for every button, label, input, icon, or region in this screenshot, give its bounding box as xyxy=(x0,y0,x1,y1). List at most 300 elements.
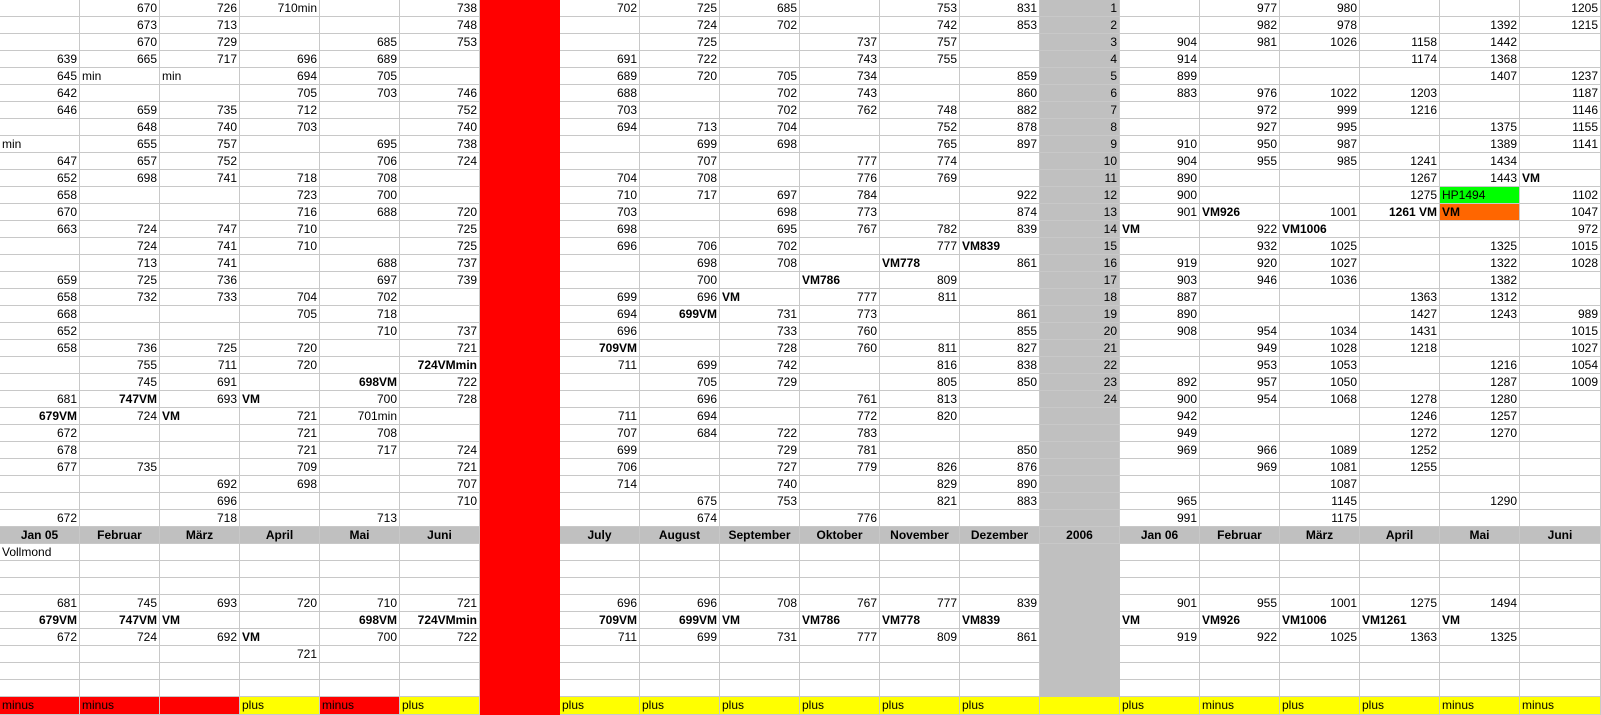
summary-cell[interactable] xyxy=(1520,544,1601,561)
cell[interactable]: 919 xyxy=(1120,255,1200,272)
day-number[interactable]: 6 xyxy=(1040,85,1120,102)
cell[interactable]: 1015 xyxy=(1520,238,1601,255)
cell[interactable]: 1054 xyxy=(1520,357,1601,374)
cell[interactable]: 821 xyxy=(880,493,960,510)
cell[interactable]: 708 xyxy=(320,170,400,187)
cell[interactable]: 910 xyxy=(1120,136,1200,153)
cell[interactable] xyxy=(1360,493,1440,510)
cell[interactable]: VM xyxy=(1440,204,1520,221)
footer-cell[interactable]: plus xyxy=(720,697,800,715)
cell[interactable]: 890 xyxy=(1120,170,1200,187)
cell[interactable]: 901 xyxy=(1120,204,1200,221)
cell[interactable]: 739 xyxy=(400,272,480,289)
month-header[interactable]: August xyxy=(640,527,720,544)
summary-cell[interactable] xyxy=(80,544,160,561)
cell[interactable]: 702 xyxy=(720,238,800,255)
summary-cell[interactable] xyxy=(400,646,480,663)
summary-cell[interactable] xyxy=(800,544,880,561)
cell[interactable]: 718 xyxy=(240,170,320,187)
day-number[interactable]: 19 xyxy=(1040,306,1120,323)
summary-cell[interactable] xyxy=(960,578,1040,595)
cell[interactable] xyxy=(400,408,480,425)
cell[interactable]: 658 xyxy=(0,289,80,306)
month-header[interactable]: Mai xyxy=(320,527,400,544)
summary-cell[interactable] xyxy=(0,578,80,595)
cell[interactable]: 882 xyxy=(960,102,1040,119)
summary-cell[interactable]: 724VMmin xyxy=(400,612,480,629)
summary-cell[interactable] xyxy=(640,646,720,663)
cell[interactable] xyxy=(160,425,240,442)
summary-cell[interactable] xyxy=(960,544,1040,561)
summary-cell[interactable] xyxy=(1520,612,1601,629)
cell[interactable]: 677 xyxy=(0,459,80,476)
cell[interactable]: 733 xyxy=(160,289,240,306)
cell[interactable]: 1009 xyxy=(1520,374,1601,391)
cell[interactable]: 755 xyxy=(880,51,960,68)
cell[interactable]: VM778 xyxy=(880,255,960,272)
summary-cell[interactable] xyxy=(1280,680,1360,697)
cell[interactable] xyxy=(1120,17,1200,34)
cell[interactable] xyxy=(1360,272,1440,289)
cell[interactable] xyxy=(400,51,480,68)
cell[interactable] xyxy=(1440,442,1520,459)
cell[interactable]: 693 xyxy=(160,391,240,408)
cell[interactable] xyxy=(1520,34,1601,51)
day-number[interactable]: 14 xyxy=(1040,221,1120,238)
month-header[interactable]: April xyxy=(1360,527,1440,544)
cell[interactable]: 745 xyxy=(80,374,160,391)
cell[interactable]: 876 xyxy=(960,459,1040,476)
cell[interactable] xyxy=(880,204,960,221)
cell[interactable]: 721 xyxy=(400,459,480,476)
cell[interactable]: VM786 xyxy=(800,272,880,289)
cell[interactable] xyxy=(1520,425,1601,442)
summary-cell[interactable]: VM xyxy=(1440,612,1520,629)
cell[interactable]: 982 xyxy=(1200,17,1280,34)
summary-cell[interactable]: 698VM xyxy=(320,612,400,629)
cell[interactable]: 1261 VM xyxy=(1360,204,1440,221)
summary-cell[interactable] xyxy=(1280,578,1360,595)
cell[interactable]: 710 xyxy=(320,323,400,340)
cell[interactable] xyxy=(1520,493,1601,510)
summary-cell[interactable] xyxy=(320,680,400,697)
footer-cell[interactable] xyxy=(1040,697,1120,715)
cell[interactable]: 920 xyxy=(1200,255,1280,272)
cell[interactable]: 729 xyxy=(720,374,800,391)
cell[interactable]: 738 xyxy=(400,0,480,17)
cell[interactable]: 704 xyxy=(560,170,640,187)
cell[interactable] xyxy=(560,510,640,527)
cell[interactable]: 1255 xyxy=(1360,459,1440,476)
cell[interactable]: 878 xyxy=(960,119,1040,136)
summary-cell[interactable]: 901 xyxy=(1120,595,1200,612)
cell[interactable]: 1443 xyxy=(1440,170,1520,187)
cell[interactable]: 725 xyxy=(640,34,720,51)
summary-cell[interactable]: VM926 xyxy=(1200,612,1280,629)
cell[interactable] xyxy=(560,136,640,153)
cell[interactable]: 708 xyxy=(640,170,720,187)
footer-cell[interactable]: plus xyxy=(800,697,880,715)
cell[interactable]: 1427 xyxy=(1360,306,1440,323)
cell[interactable]: 1270 xyxy=(1440,425,1520,442)
cell[interactable]: 1215 xyxy=(1520,17,1601,34)
cell[interactable] xyxy=(1440,323,1520,340)
cell[interactable]: 1375 xyxy=(1440,119,1520,136)
cell[interactable]: 1368 xyxy=(1440,51,1520,68)
cell[interactable] xyxy=(240,272,320,289)
cell[interactable]: 1243 xyxy=(1440,306,1520,323)
cell[interactable]: 702 xyxy=(720,85,800,102)
cell[interactable]: 816 xyxy=(880,357,960,374)
day-number[interactable]: 3 xyxy=(1040,34,1120,51)
cell[interactable] xyxy=(160,459,240,476)
cell[interactable] xyxy=(960,510,1040,527)
cell[interactable] xyxy=(1280,306,1360,323)
cell[interactable]: 689 xyxy=(320,51,400,68)
summary-cell[interactable]: 731 xyxy=(720,629,800,646)
cell[interactable]: 1102 xyxy=(1520,187,1601,204)
cell[interactable] xyxy=(240,493,320,510)
cell[interactable] xyxy=(320,17,400,34)
cell[interactable] xyxy=(560,153,640,170)
cell[interactable] xyxy=(80,493,160,510)
cell[interactable]: 674 xyxy=(640,510,720,527)
cell[interactable] xyxy=(720,153,800,170)
summary-cell[interactable]: VM1006 xyxy=(1280,612,1360,629)
summary-cell[interactable] xyxy=(400,544,480,561)
cell[interactable]: 708 xyxy=(720,255,800,272)
day-number[interactable]: 10 xyxy=(1040,153,1120,170)
summary-cell[interactable]: 745 xyxy=(80,595,160,612)
summary-cell[interactable]: 1275 xyxy=(1360,595,1440,612)
cell[interactable] xyxy=(1440,459,1520,476)
cell[interactable] xyxy=(560,272,640,289)
cell[interactable] xyxy=(1360,17,1440,34)
cell[interactable] xyxy=(1440,510,1520,527)
cell[interactable]: 1158 xyxy=(1360,34,1440,51)
cell[interactable] xyxy=(320,119,400,136)
cell[interactable]: 995 xyxy=(1280,119,1360,136)
cell[interactable] xyxy=(1360,68,1440,85)
cell[interactable] xyxy=(960,34,1040,51)
cell[interactable]: 777 xyxy=(800,153,880,170)
footer-cell[interactable]: minus xyxy=(320,697,400,715)
cell[interactable]: 724 xyxy=(640,17,720,34)
cell[interactable] xyxy=(240,374,320,391)
month-header[interactable]: Oktober xyxy=(800,527,880,544)
cell[interactable] xyxy=(800,0,880,17)
cell[interactable]: 695 xyxy=(320,136,400,153)
cell[interactable]: 966 xyxy=(1200,442,1280,459)
summary-cell[interactable] xyxy=(1120,646,1200,663)
cell[interactable] xyxy=(0,493,80,510)
cell[interactable]: 887 xyxy=(1120,289,1200,306)
cell[interactable]: 724 xyxy=(80,221,160,238)
cell[interactable]: 969 xyxy=(1200,459,1280,476)
cell[interactable]: 747 xyxy=(160,221,240,238)
cell[interactable] xyxy=(320,493,400,510)
summary-cell[interactable]: VM786 xyxy=(800,612,880,629)
summary-cell[interactable] xyxy=(1200,578,1280,595)
summary-cell[interactable] xyxy=(240,578,320,595)
cell[interactable]: 710min xyxy=(240,0,320,17)
cell[interactable]: 658 xyxy=(0,187,80,204)
cell[interactable] xyxy=(320,238,400,255)
cell[interactable]: 720 xyxy=(640,68,720,85)
cell[interactable]: 767 xyxy=(800,221,880,238)
cell[interactable]: 1050 xyxy=(1280,374,1360,391)
cell[interactable] xyxy=(800,119,880,136)
cell[interactable]: 1175 xyxy=(1280,510,1360,527)
summary-cell[interactable] xyxy=(960,680,1040,697)
month-header[interactable]: April xyxy=(240,527,320,544)
summary-cell[interactable] xyxy=(160,663,240,680)
cell[interactable] xyxy=(1200,51,1280,68)
summary-cell[interactable] xyxy=(160,578,240,595)
cell[interactable]: 772 xyxy=(800,408,880,425)
cell[interactable] xyxy=(880,442,960,459)
cell[interactable]: 663 xyxy=(0,221,80,238)
summary-cell[interactable] xyxy=(400,561,480,578)
cell[interactable]: 659 xyxy=(0,272,80,289)
cell[interactable]: 900 xyxy=(1120,187,1200,204)
cell[interactable]: 646 xyxy=(0,102,80,119)
cell[interactable]: 699VM xyxy=(640,306,720,323)
cell[interactable]: 673 xyxy=(80,17,160,34)
cell[interactable] xyxy=(320,221,400,238)
cell[interactable]: 700 xyxy=(640,272,720,289)
cell[interactable] xyxy=(640,323,720,340)
cell[interactable]: 954 xyxy=(1200,391,1280,408)
cell[interactable]: 670 xyxy=(80,0,160,17)
summary-cell[interactable] xyxy=(880,663,960,680)
cell[interactable]: 696 xyxy=(560,238,640,255)
cell[interactable]: 904 xyxy=(1120,34,1200,51)
summary-cell[interactable]: Vollmond xyxy=(0,544,80,561)
cell[interactable]: 831 xyxy=(960,0,1040,17)
cell[interactable]: 855 xyxy=(960,323,1040,340)
cell[interactable] xyxy=(960,425,1040,442)
cell[interactable] xyxy=(1440,476,1520,493)
cell[interactable]: 813 xyxy=(880,391,960,408)
summary-cell[interactable] xyxy=(800,680,880,697)
cell[interactable] xyxy=(160,187,240,204)
cell[interactable]: 838 xyxy=(960,357,1040,374)
cell[interactable]: 773 xyxy=(800,204,880,221)
summary-cell[interactable]: 1001 xyxy=(1280,595,1360,612)
cell[interactable]: 949 xyxy=(1200,340,1280,357)
day-number[interactable]: 21 xyxy=(1040,340,1120,357)
footer-cell[interactable]: plus xyxy=(240,697,320,715)
cell[interactable]: 670 xyxy=(0,204,80,221)
cell[interactable]: 718 xyxy=(320,306,400,323)
summary-cell[interactable] xyxy=(560,544,640,561)
cell[interactable] xyxy=(1360,0,1440,17)
cell[interactable]: VM xyxy=(1520,170,1601,187)
day-number[interactable]: 13 xyxy=(1040,204,1120,221)
cell[interactable] xyxy=(80,85,160,102)
summary-cell[interactable]: 693 xyxy=(160,595,240,612)
cell[interactable] xyxy=(800,493,880,510)
cell[interactable] xyxy=(1520,476,1601,493)
cell[interactable] xyxy=(720,272,800,289)
summary-cell[interactable]: 861 xyxy=(960,629,1040,646)
cell[interactable]: VM xyxy=(720,289,800,306)
day-number[interactable]: 8 xyxy=(1040,119,1120,136)
summary-cell[interactable] xyxy=(1120,544,1200,561)
cell[interactable]: 777 xyxy=(880,238,960,255)
cell[interactable]: 694 xyxy=(560,119,640,136)
cell[interactable]: 691 xyxy=(560,51,640,68)
summary-cell[interactable] xyxy=(560,561,640,578)
footer-cell[interactable] xyxy=(160,697,240,715)
day-number[interactable]: 2 xyxy=(1040,17,1120,34)
cell[interactable]: 850 xyxy=(960,442,1040,459)
cell[interactable]: 743 xyxy=(800,51,880,68)
cell[interactable]: 734 xyxy=(800,68,880,85)
summary-cell[interactable] xyxy=(640,663,720,680)
summary-cell[interactable]: 777 xyxy=(880,595,960,612)
cell[interactable]: 762 xyxy=(800,102,880,119)
cell[interactable] xyxy=(960,272,1040,289)
cell[interactable]: 783 xyxy=(800,425,880,442)
cell[interactable]: 678 xyxy=(0,442,80,459)
cell[interactable] xyxy=(1360,374,1440,391)
cell[interactable]: 724 xyxy=(80,238,160,255)
summary-cell[interactable] xyxy=(160,680,240,697)
cell[interactable]: 728 xyxy=(400,391,480,408)
summary-cell[interactable] xyxy=(800,578,880,595)
cell[interactable]: 757 xyxy=(880,34,960,51)
summary-cell[interactable] xyxy=(1200,663,1280,680)
cell[interactable]: 698 xyxy=(240,476,320,493)
cell[interactable]: 987 xyxy=(1280,136,1360,153)
summary-cell[interactable] xyxy=(1120,663,1200,680)
cell[interactable]: 827 xyxy=(960,340,1040,357)
cell[interactable]: 1022 xyxy=(1280,85,1360,102)
cell[interactable]: 709VM xyxy=(560,340,640,357)
cell[interactable] xyxy=(1360,238,1440,255)
month-header[interactable]: Jan 06 xyxy=(1120,527,1200,544)
cell[interactable]: 897 xyxy=(960,136,1040,153)
summary-cell[interactable] xyxy=(640,680,720,697)
cell[interactable] xyxy=(1120,476,1200,493)
cell[interactable] xyxy=(560,17,640,34)
summary-cell[interactable] xyxy=(880,544,960,561)
cell[interactable]: 685 xyxy=(720,0,800,17)
cell[interactable] xyxy=(720,391,800,408)
cell[interactable] xyxy=(1520,289,1601,306)
cell[interactable] xyxy=(0,34,80,51)
cell[interactable]: 726 xyxy=(160,0,240,17)
cell[interactable]: 742 xyxy=(720,357,800,374)
cell[interactable]: 969 xyxy=(1120,442,1200,459)
cell[interactable]: 657 xyxy=(80,153,160,170)
day-number[interactable] xyxy=(1040,493,1120,510)
cell[interactable] xyxy=(1360,221,1440,238)
summary-cell[interactable] xyxy=(960,663,1040,680)
cell[interactable]: 760 xyxy=(800,323,880,340)
summary-cell[interactable] xyxy=(800,646,880,663)
cell[interactable]: 740 xyxy=(720,476,800,493)
cell[interactable]: 1363 xyxy=(1360,289,1440,306)
month-header[interactable]: Jan 05 xyxy=(0,527,80,544)
summary-cell[interactable]: 696 xyxy=(560,595,640,612)
summary-cell[interactable] xyxy=(80,646,160,663)
cell[interactable]: 705 xyxy=(240,306,320,323)
summary-cell[interactable] xyxy=(560,578,640,595)
footer-cell[interactable]: plus xyxy=(1280,697,1360,715)
summary-cell[interactable] xyxy=(0,663,80,680)
cell[interactable]: 700 xyxy=(320,187,400,204)
cell[interactable] xyxy=(1440,85,1520,102)
cell[interactable] xyxy=(640,221,720,238)
cell[interactable]: 850 xyxy=(960,374,1040,391)
cell[interactable]: 765 xyxy=(880,136,960,153)
cell[interactable]: 892 xyxy=(1120,374,1200,391)
month-header[interactable]: November xyxy=(880,527,960,544)
summary-cell[interactable] xyxy=(1440,578,1520,595)
cell[interactable]: 1290 xyxy=(1440,493,1520,510)
cell[interactable]: 698 xyxy=(640,255,720,272)
cell[interactable]: 702 xyxy=(560,0,640,17)
summary-cell[interactable] xyxy=(960,646,1040,663)
summary-cell[interactable]: 699VM xyxy=(640,612,720,629)
cell[interactable] xyxy=(560,391,640,408)
summary-cell[interactable] xyxy=(320,663,400,680)
cell[interactable]: min xyxy=(0,136,80,153)
cell[interactable]: 1141 xyxy=(1520,136,1601,153)
cell[interactable]: 1081 xyxy=(1280,459,1360,476)
cell[interactable] xyxy=(800,476,880,493)
cell[interactable]: 1146 xyxy=(1520,102,1601,119)
cell[interactable] xyxy=(1200,510,1280,527)
cell[interactable] xyxy=(1520,51,1601,68)
cell[interactable]: 932 xyxy=(1200,238,1280,255)
cell[interactable] xyxy=(400,510,480,527)
cell[interactable]: 949 xyxy=(1120,425,1200,442)
cell[interactable]: 728 xyxy=(720,340,800,357)
cell[interactable] xyxy=(720,170,800,187)
cell[interactable]: 736 xyxy=(80,340,160,357)
cell[interactable]: 760 xyxy=(800,340,880,357)
cell[interactable] xyxy=(1200,289,1280,306)
summary-cell[interactable] xyxy=(0,646,80,663)
summary-cell[interactable] xyxy=(720,578,800,595)
cell[interactable]: 725 xyxy=(640,0,720,17)
cell[interactable]: 777 xyxy=(800,289,880,306)
cell[interactable]: 699 xyxy=(560,289,640,306)
cell[interactable]: 696 xyxy=(240,51,320,68)
cell[interactable] xyxy=(1360,255,1440,272)
cell[interactable]: 753 xyxy=(400,34,480,51)
cell[interactable]: 927 xyxy=(1200,119,1280,136)
summary-cell[interactable]: VM xyxy=(160,612,240,629)
cell[interactable] xyxy=(1120,238,1200,255)
cell[interactable]: 805 xyxy=(880,374,960,391)
cell[interactable]: 729 xyxy=(720,442,800,459)
cell[interactable] xyxy=(1120,119,1200,136)
cell[interactable]: 708 xyxy=(320,425,400,442)
footer-cell[interactable]: minus xyxy=(0,697,80,715)
cell[interactable]: 776 xyxy=(800,170,880,187)
cell[interactable] xyxy=(960,51,1040,68)
summary-cell[interactable]: 696 xyxy=(640,595,720,612)
cell[interactable] xyxy=(160,204,240,221)
cell[interactable]: 781 xyxy=(800,442,880,459)
cell[interactable]: 752 xyxy=(160,153,240,170)
cell[interactable]: 703 xyxy=(240,119,320,136)
